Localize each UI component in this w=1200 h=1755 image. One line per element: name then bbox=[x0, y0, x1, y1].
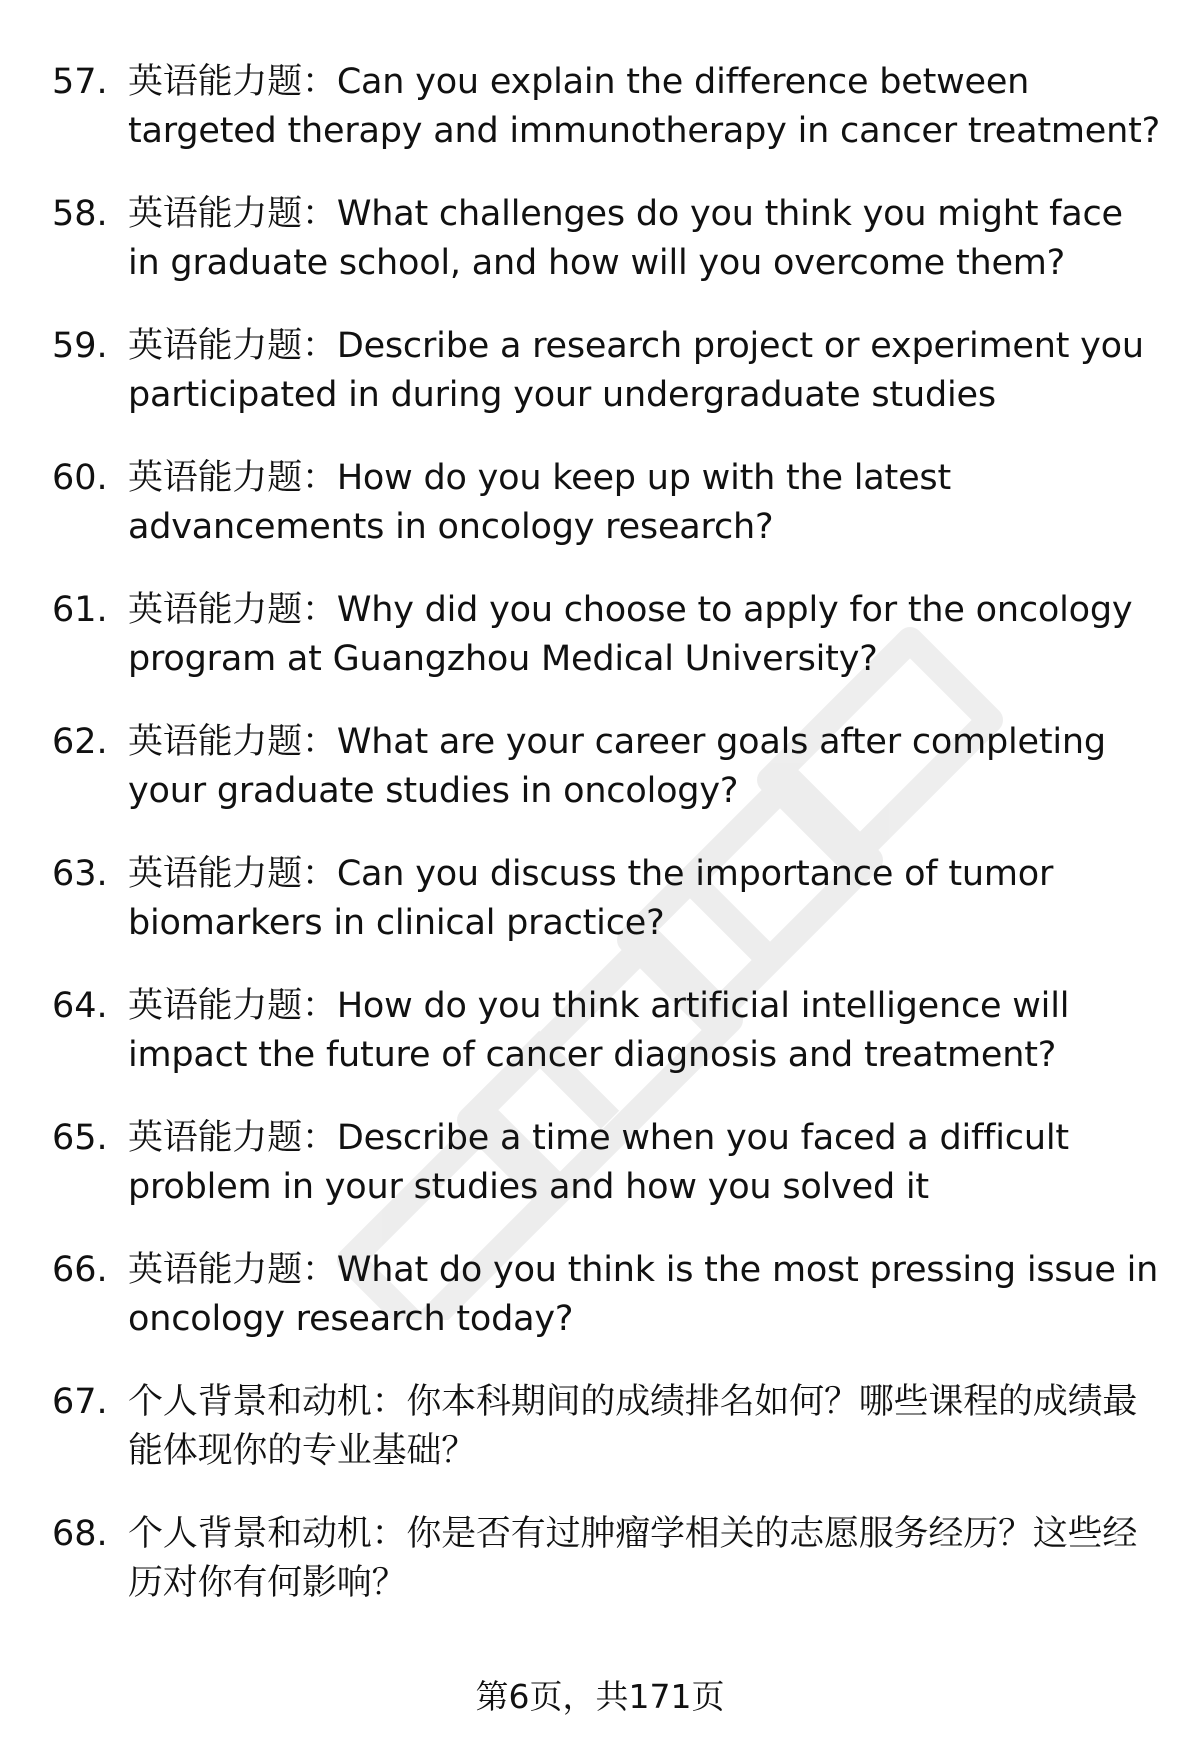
question-number: 66. bbox=[52, 1250, 108, 1290]
question-text: What challenges do you think you might face in graduate school, and how will you overcome them? bbox=[128, 194, 1123, 283]
question-category: 英语能力题： bbox=[128, 458, 337, 498]
question-category: 英语能力题： bbox=[128, 590, 337, 630]
question-category: 英语能力题： bbox=[128, 1250, 337, 1290]
question-text-block bbox=[128, 586, 1162, 684]
question-text-block bbox=[128, 454, 1162, 552]
question-text: How do you think artificial intelligence will impact the future of cancer diagnosis and treatment? bbox=[128, 986, 1070, 1075]
question-number: 62. bbox=[52, 722, 108, 762]
question-item bbox=[52, 190, 1162, 288]
question-item bbox=[52, 850, 1162, 948]
question-number: 58. bbox=[52, 194, 108, 234]
question-text-block bbox=[128, 1510, 1162, 1608]
question-item bbox=[52, 1246, 1162, 1344]
question-item bbox=[52, 586, 1162, 684]
question-item bbox=[52, 982, 1162, 1080]
question-text-block bbox=[128, 718, 1162, 816]
question-item bbox=[52, 1510, 1162, 1608]
question-category: 英语能力题： bbox=[128, 854, 337, 894]
question-text-block bbox=[128, 850, 1162, 948]
question-category: 英语能力题： bbox=[128, 326, 337, 366]
question-category: 英语能力题： bbox=[128, 194, 337, 234]
question-text: Describe a research project or experiment you participated in during your undergraduate studies bbox=[128, 326, 1144, 415]
question-item bbox=[52, 718, 1162, 816]
question-text-block bbox=[128, 322, 1162, 420]
question-text: Can you discuss the importance of tumor biomarkers in clinical practice? bbox=[128, 854, 1054, 943]
question-item bbox=[52, 1114, 1162, 1212]
question-number: 59. bbox=[52, 326, 108, 366]
question-number: 60. bbox=[52, 458, 108, 498]
question-text-block bbox=[128, 1378, 1162, 1476]
question-text: How do you keep up with the latest advancements in oncology research? bbox=[128, 458, 951, 547]
question-category: 英语能力题： bbox=[128, 722, 337, 762]
question-item bbox=[52, 454, 1162, 552]
question-text-block bbox=[128, 1246, 1162, 1344]
question-text: What do you think is the most pressing issue in oncology research today? bbox=[128, 1250, 1159, 1339]
question-number: 65. bbox=[52, 1118, 108, 1158]
question-number: 61. bbox=[52, 590, 108, 630]
question-text-block bbox=[128, 982, 1162, 1080]
question-number: 57. bbox=[52, 62, 108, 102]
question-category: 个人背景和动机： bbox=[128, 1514, 407, 1554]
question-list bbox=[52, 58, 1162, 1642]
question-text-block bbox=[128, 1114, 1162, 1212]
question-text: 你是否有过肿瘤学相关的志愿服务经历？这些经历对你有何影响？ bbox=[128, 1514, 1138, 1603]
question-item bbox=[52, 58, 1162, 156]
question-item bbox=[52, 1378, 1162, 1476]
question-text: 你本科期间的成绩排名如何？哪些课程的成绩最能体现你的专业基础？ bbox=[128, 1382, 1138, 1471]
question-number: 67. bbox=[52, 1382, 108, 1422]
question-number: 68. bbox=[52, 1514, 108, 1554]
page-number-label: 第6页，共171页 bbox=[475, 1677, 725, 1716]
question-item bbox=[52, 322, 1162, 420]
question-number: 63. bbox=[52, 854, 108, 894]
question-text-block bbox=[128, 58, 1162, 156]
question-category: 英语能力题： bbox=[128, 62, 337, 102]
question-text-block bbox=[128, 190, 1162, 288]
question-category: 英语能力题： bbox=[128, 1118, 337, 1158]
question-text: Describe a time when you faced a difficult problem in your studies and how you solved it bbox=[128, 1118, 1069, 1207]
question-text: Can you explain the difference between targeted therapy and immunotherapy in cancer treatment? bbox=[128, 62, 1160, 151]
question-text: Why did you choose to apply for the oncology program at Guangzhou Medical University? bbox=[128, 590, 1133, 679]
question-number: 64. bbox=[52, 986, 108, 1026]
question-text: What are your career goals after completing your graduate studies in oncology? bbox=[128, 722, 1106, 811]
question-category: 英语能力题： bbox=[128, 986, 337, 1026]
page-footer bbox=[0, 1675, 1200, 1719]
question-category: 个人背景和动机： bbox=[128, 1382, 407, 1422]
